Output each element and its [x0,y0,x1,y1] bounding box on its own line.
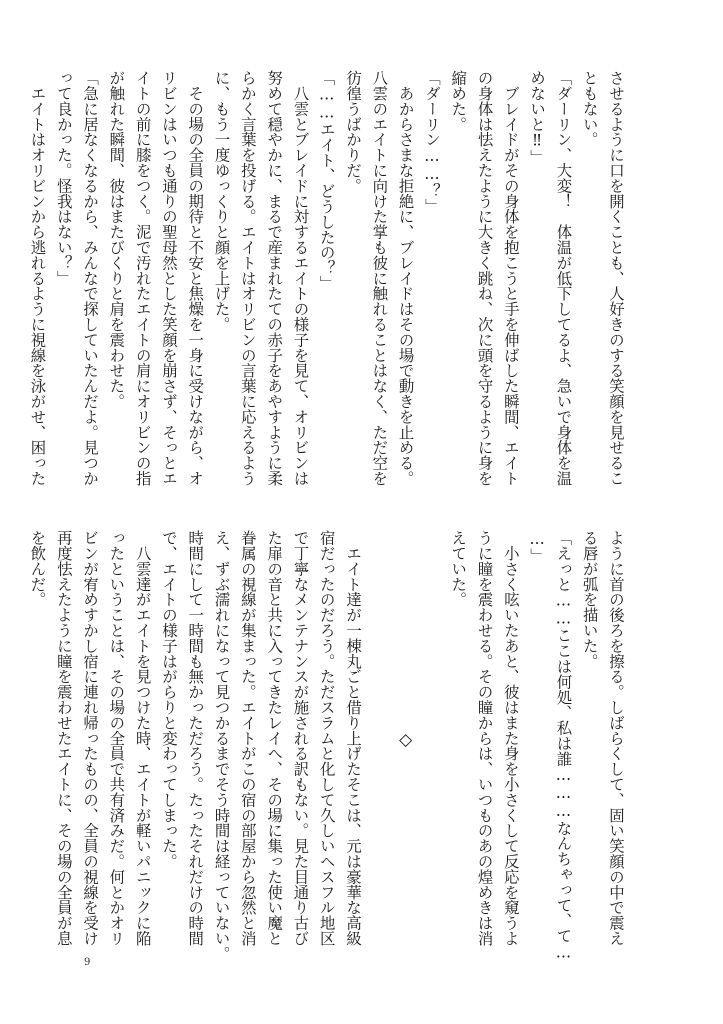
text-line: ともない。 [580,70,599,147]
text-line: その場の全員の期待と不安と焦燥を一身に受けながら、オ [186,70,205,486]
text-line: 「ダーリン、大変！ 体温が低下してるよ、急いで身体を温 [554,70,573,486]
text-line: 八雲のエイトに向けた掌も彼に触れることはなく、ただ空を [370,70,389,486]
text-line: めないと‼」 [528,70,547,165]
text-line: らかく言葉を投げる。エイトはオリビンの言葉に応えるよう [238,70,257,486]
text-line: えていた。 [449,530,468,607]
text-line [419,530,445,980]
text-line: ように首の後ろを擦る。しばらくして、固い笑顔の中で震え [607,530,625,946]
text-line: 宿だったのだろう。ただスラムと化して久しいヘスフル地区 [317,530,336,946]
text-line: エイトはオリビンから逃れるように視線を泳がせ、困った [28,70,47,486]
text-line: 時間にして一時間も無かっただろう。たったそれだけの時間 [186,530,205,946]
text-line: イトの前に膝をつく。泥で汚れたエイトの肩にオリビンの指 [133,70,152,486]
text-line: え、ずぶ濡れになって見つかるまでそう時間は経っていない。 [212,530,231,962]
text-line: ブレイドがその身体を抱こうと手を伸ばした瞬間、エイト [501,70,520,486]
text-line: あからさまな拒絶に、ブレイドはその場で動きを止める。 [396,70,415,486]
text-line: 「急に居なくなるから、みんなで探していたんだよ。見つか [81,70,100,486]
text-line: で、エイトの様子はがらりと変わってしまった。 [159,530,178,869]
text-line: が触れた瞬間、彼はまたびくりと肩を震わせた。 [107,70,126,409]
text-line: って良かった。怪我はない？」 [54,70,73,286]
section-divider-icon: ◇ [395,730,416,750]
text-line: 「……エイト、どうしたの？」 [317,70,336,291]
text-line: 八雲達がエイトを見つけた時、エイトが軽いパニックに陥 [133,530,152,946]
text-line: る唇が弧を描いた。 [580,530,599,669]
text-line: エイト達が一棟丸ごと借り上げたそこは、元は豪華な高級 [344,530,363,946]
text-line: 彷徨うばかりだ。 [344,70,363,194]
text-line [366,530,392,980]
text-line: 努めて穏やかに、まるで産まれたての赤子をあやすように柔 [265,70,284,486]
text-line: ビンが宥めすかし宿に連れ帰ったものの、全員の視線を受け [81,530,100,946]
text-line: 眷属の視線が集まった。エイトがこの宿の部屋から忽然と消 [238,530,257,946]
text-line: た扉の音と共に入ってきたレイへ、その場に集った使い魔と [265,530,284,946]
text-line: 「ダーリン……？」 [422,70,441,214]
text-line: 「えっと……ここは何処、私は誰………なんちゃって、て… [554,530,573,962]
text-line: ったということは、その場の全員で共有済みだ。何とかオリ [107,530,126,946]
text-line: リビンはいつも通りの聖母然とした笑顔を崩さず、そっとエ [159,70,178,486]
text-line: で丁寧なメンテナンスが施される訳もない。見た目通り古び [291,530,310,946]
text-line: を飲んだ。 [28,530,47,607]
lower-text-block [24,530,629,980]
text-line: 八雲とブレイドに対するエイトの様子を見て、オリビンは [291,70,310,486]
text-line: 小さく呟いたあと、彼はまた身を小さくして反応を窺うよ [501,530,520,946]
text-line: うに瞳を震わせる。その瞳からは、いつものあの煌めきは消 [475,530,494,946]
text-line: させるように口を開くことも、人好きのする笑顔を見せるこ [607,70,625,486]
text-line: 再度怯えたように瞳を震わせたエイトに、その場の全員が息 [54,530,73,946]
text-line: …」 [528,530,547,564]
text-line: に、もう一度ゆっくりと顔を上げた。 [212,70,231,332]
text-line: 縮めた。 [449,70,468,132]
upper-text-block [24,70,629,520]
text-line: の身体は怯えたように大きく跳ね、次に頭を守るように身を [475,70,494,486]
page-number: 9 [84,957,91,968]
